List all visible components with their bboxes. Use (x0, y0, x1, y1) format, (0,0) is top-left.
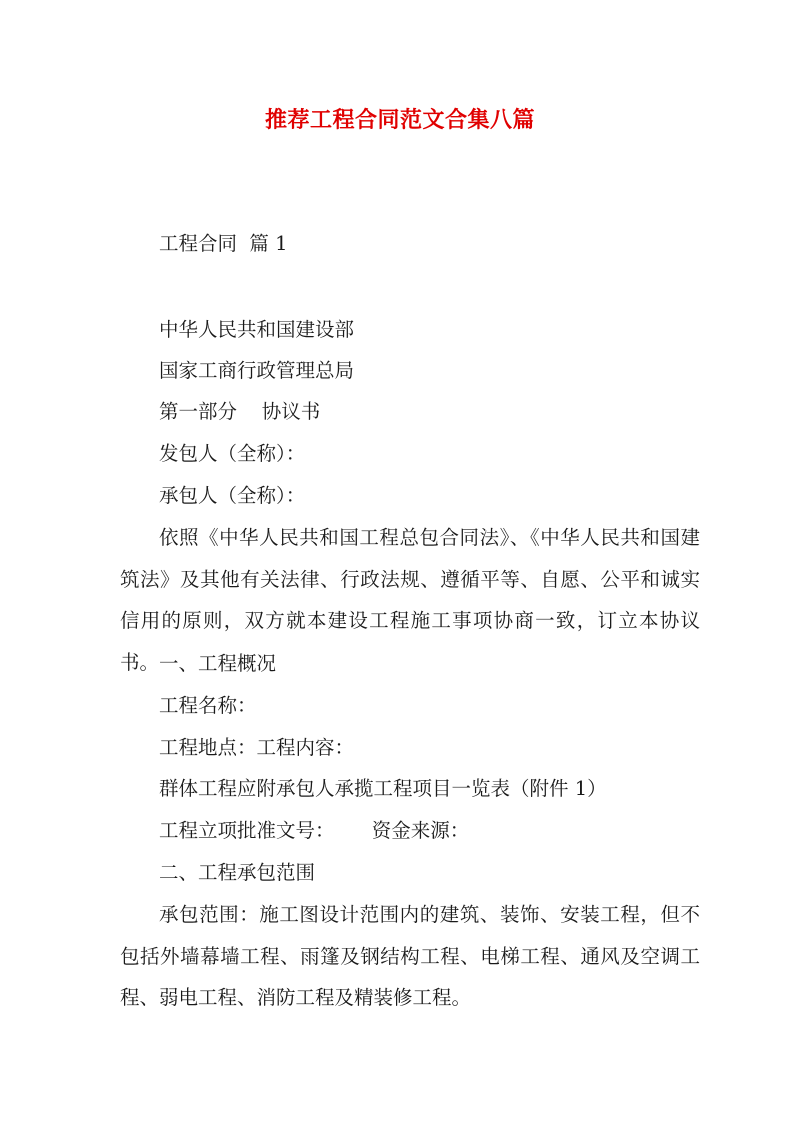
section-heading: 工程合同 篇 1 (159, 232, 288, 255)
approval-funding-field: 工程立项批准文号： 资金来源： (159, 819, 470, 842)
section-heading-scope: 二、工程承包范围 (159, 861, 316, 884)
attachment-note: 群体工程应附承包人承揽工程项目一览表（附件 1） (159, 777, 607, 800)
employer-field: 发包人（全称）： (159, 442, 306, 465)
contractor-field: 承包人（全称）： (159, 484, 306, 507)
legal-basis-paragraph: 依照《中华人民共和国工程总包合同法》、《中华人民共和国建筑法》及其他有关法律、行政法规、遵循平等、自愿、公平和诚实信用的原则，双方就本建设工程施工事项协商一致，订立本协议书。 (120, 526, 700, 674)
project-location-field: 工程地点：工程内容： (159, 736, 355, 759)
issuer-line: 中华人民共和国建设部 (159, 318, 355, 341)
document-title: 推荐工程合同范文合集八篇 (264, 107, 535, 133)
project-name-field: 工程名称： (159, 694, 257, 717)
part-heading: 第一部分 协议书 (159, 400, 321, 423)
section-heading-overview: 一、工程概况 (159, 652, 277, 675)
issuer-line: 国家工商行政管理总局 (159, 359, 355, 382)
scope-paragraph: 承包范围：施工图设计范围内的建筑、装饰、安装工程，但不包括外墙幕墙工程、雨篷及钢结构工程、电梯工程、通风及空调工程、弱电工程、消防工程及精装修工程。 (120, 903, 700, 1009)
